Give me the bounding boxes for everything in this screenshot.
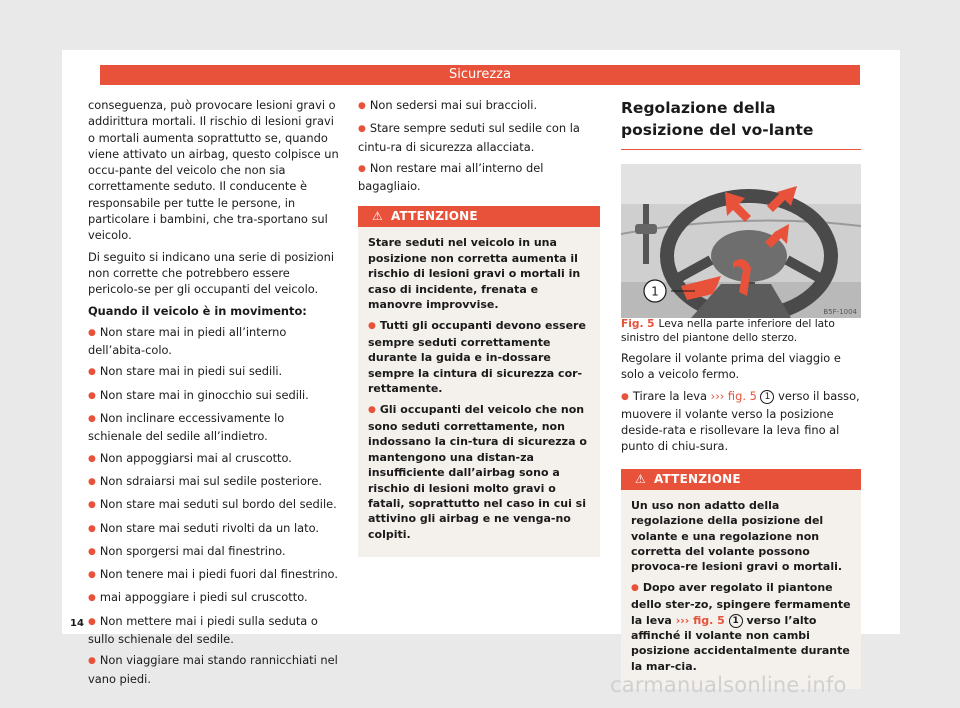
warning-header (358, 206, 600, 227)
list-item: ● Non mettere mai i piedi sulla seduta o sullo schienale del sedile. (88, 613, 340, 648)
list-item: ● Non stare mai seduti sul bordo del sedile. (88, 496, 340, 514)
section-header: Sicurezza (100, 65, 860, 85)
watermark: carmanualsonline.info (610, 673, 847, 697)
list-item: ● Stare sempre seduti sul sedile con la cintu-ra di sicurezza allacciata. (358, 120, 600, 155)
paragraph: Di seguito si indicano una serie di posizioni non corrette che potrebbero essere pericolo-se per gli occupanti del veicolo. (88, 249, 334, 297)
warning-title: ATTENZIONE (653, 471, 741, 486)
list-item: ● Non viaggiare mai stando rannicchiati nel vano piedi. (88, 652, 340, 687)
list-item: ● Non stare mai seduti rivolti da un lato. (88, 520, 340, 538)
step-text: Tirare la leva (632, 388, 708, 403)
warning-box (621, 469, 861, 689)
figure-link[interactable]: ››› fig. 5 (675, 613, 725, 627)
steering-wheel-illustration (621, 164, 861, 318)
callout-number: 1 (729, 614, 743, 628)
list-item: ● Non sedersi mai sui braccioli. (358, 97, 600, 115)
warning-list-item: ● Gli occupanti del veicolo che non sono seduti correttamente, non indossano la cin-tura di sicurezza o mantengono una distan-za insufficiente dall’airbag sono a rischio di lesioni molto gravi o fatali, soprattutto nel caso in cui si attivino gli airbag e ne venga-no colpiti. (368, 402, 590, 543)
warning-triangle-icon: ⚠ (635, 471, 646, 486)
warning-list-item (631, 580, 851, 674)
list-item: ● Non stare mai in piedi all’interno dell’abita-colo. (88, 324, 340, 359)
warning-triangle-icon: ⚠ (372, 209, 383, 224)
list-item: ● Non sporgersi mai dal finestrino. (88, 543, 340, 561)
list-item: ● Non stare mai in piedi sui sedili. (88, 363, 340, 381)
list-item: ● Non restare mai all’interno del bagagliaio. (358, 160, 600, 195)
figure-code: B5F-1004 (823, 308, 857, 316)
caption-figure-ref: Fig. 5 (621, 318, 655, 330)
instruction-step (621, 388, 861, 455)
callout-label: 1 (651, 284, 659, 299)
subheading: Quando il veicolo è in movimento: (88, 303, 307, 318)
warning-text: verso l’alto affinché il volante non cambi posizione accidentalmente durante la mar-cia. (631, 613, 850, 673)
warning-text: Un uso non adatto della regolazione della posizione del volante e una regolazione non corretta del volante possono provoca-re lesioni gravi o mortali. (631, 498, 843, 574)
list-item: ● mai appoggiare i piedi sul cruscotto. (88, 589, 340, 607)
caption-text: Leva nella parte inferiore del lato sinistro del piantone dello sterzo. (621, 318, 835, 344)
list-item: ● Non appoggiarsi mai al cruscotto. (88, 450, 340, 468)
warning-box (358, 206, 600, 557)
list-item: ● Non stare mai in ginocchio sui sedili. (88, 387, 340, 405)
paragraph: conseguenza, può provocare lesioni gravi o addirittura mortali. Il rischio di lesioni gravi o mortali aumenta soprattutto se, quando viene attivato un airbag, questo colpisce un occu-pante del veicolo che non sia correttamente seduto. Il conducente è responsabile per tutte le persone, in particolare i bambini, che tra-sportano sul veicolo. (88, 98, 339, 243)
page-number: 14 (70, 618, 84, 629)
paragraph: Regolare il volante prima del viaggio e solo a veicolo fermo. (621, 351, 841, 382)
warning-body (621, 490, 861, 689)
warning-list-item: ● Tutti gli occupanti devono essere sempre seduti correttamente durante la guida e in-dossare sempre la cintura di sicurezza cor-rettamente. (368, 318, 590, 397)
figure-link[interactable]: ››› fig. 5 (710, 388, 757, 403)
warning-body (358, 227, 600, 557)
steering-wheel-figure (621, 164, 861, 318)
section-title: Regolazione della posizione del vo-lante (621, 97, 861, 150)
warning-header (621, 469, 861, 490)
warning-text: Dopo aver regolato il piantone dello ster-zo, spingere fermamente la leva (631, 580, 851, 627)
warning-title: ATTENZIONE (390, 209, 478, 224)
column-1 (88, 97, 340, 692)
warning-text: Stare seduti nel veicolo in una posizione non corretta aumenta il rischio di lesioni gravi o mortali in caso di incidente, frenata e manovre improvvise. (368, 236, 581, 312)
figure-caption (621, 318, 861, 345)
column-3 (621, 97, 861, 689)
list-item: ● Non tenere mai i piedi fuori dal finestrino. (88, 566, 340, 584)
callout-number: 1 (760, 390, 774, 404)
list-item: ● Non inclinare eccessivamente lo schienale del sedile all’indietro. (88, 410, 340, 445)
column-2 (358, 97, 600, 557)
list-item: ● Non sdraiarsi mai sul sedile posteriore. (88, 473, 340, 491)
step-text: verso il basso, muovere il volante verso la posizione deside-rata e risollevare la leva fino al punto di chiu-sura. (621, 388, 860, 454)
